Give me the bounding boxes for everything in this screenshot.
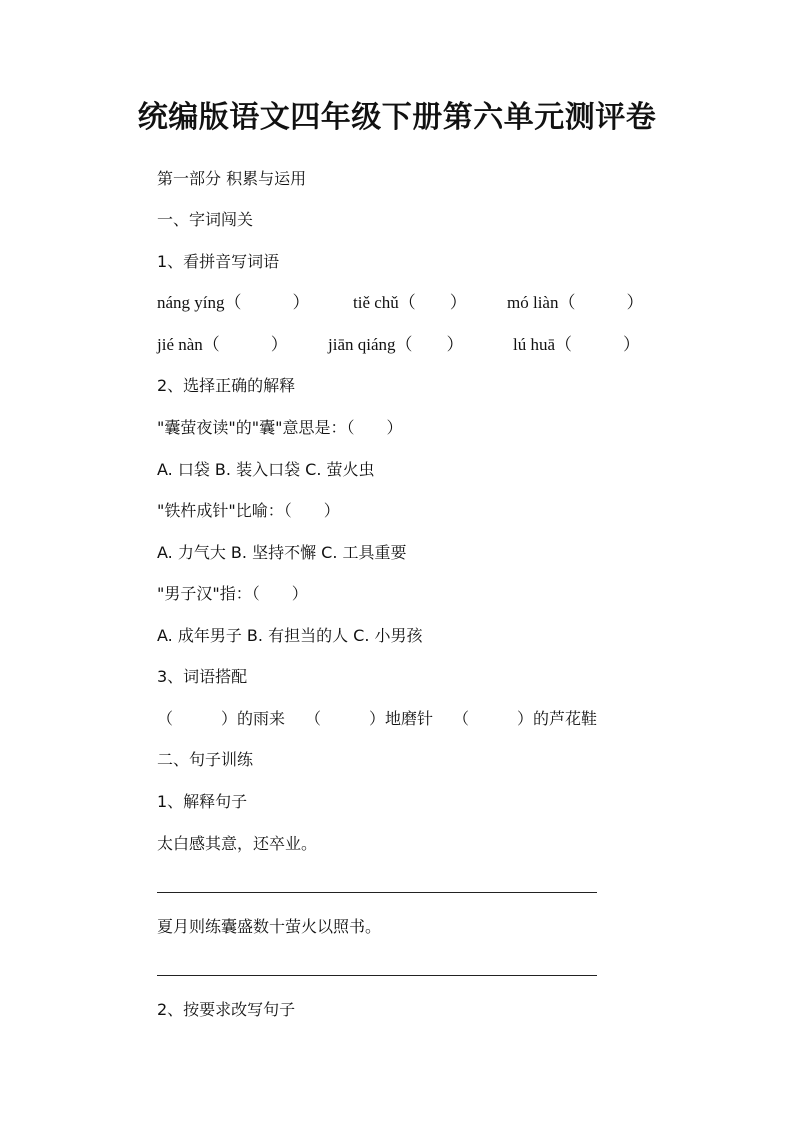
question-heading-rewrite: 2、按要求改写句子 [157,1000,296,1019]
meaning-question-1: "囊萤夜读"的"囊"意思是：（ ） [157,418,403,437]
section-heading-sentences: 二、句子训练 [157,750,254,769]
meaning-options-1: A. 口袋 B. 装入口袋 C. 萤火虫 [157,460,375,479]
pinyin-row-2 [157,334,657,356]
pinyin-blank: náng yíng（ ） [157,293,310,312]
meaning-options-2: A. 力气大 B. 坚持不懈 C. 工具重要 [157,543,407,562]
classical-sentence-1: 太白感其意，还卒业。 [157,834,318,853]
matching-blank: （ ）的芦花鞋 [453,709,598,728]
meaning-options-3: A. 成年男子 B. 有担当的人 C. 小男孩 [157,626,423,645]
matching-blank: （ ）地磨针 [305,709,434,728]
pinyin-blank: mó liàn（ ） [507,293,644,312]
pinyin-blank: lú huā（ ） [513,335,641,354]
classical-sentence-2: 夏月则练囊盛数十萤火以照书。 [157,917,382,936]
matching-blank: （ ）的雨来 [157,709,286,728]
pinyin-row-1 [157,292,657,314]
part-heading: 第一部分 积累与运用 [157,169,307,188]
matching-row [157,708,627,730]
meaning-question-3: "男子汉"指：（ ） [157,584,308,603]
question-heading-pinyin: 1、看拼音写词语 [157,252,280,271]
question-heading-meaning: 2、选择正确的解释 [157,376,296,395]
answer-line [157,975,597,976]
pinyin-blank: jié nàn（ ） [157,335,288,354]
question-heading-explain: 1、解释句子 [157,792,248,811]
answer-line [157,892,597,893]
pinyin-blank: tiě chǔ（ ） [353,293,467,312]
pinyin-blank: jiān qiáng（ ） [328,335,464,354]
question-heading-matching: 3、词语搭配 [157,667,248,686]
meaning-question-2: "铁杵成针"比喻：（ ） [157,501,340,520]
page-title: 统编版语文四年级下册第六单元测评卷 [137,100,657,135]
section-heading-words: 一、字词闯关 [157,210,254,229]
